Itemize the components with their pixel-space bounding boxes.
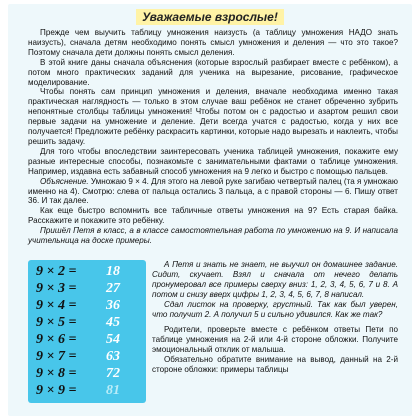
- paragraph: Для того чтобы впоследствии заинтересовать ученика таблицей умножения, покажите ему разные интересные способы, познакомьте с занимательными фактами о таблице умножения. Например, издавна есть забавный способ умножения на 9 легко и быстро с помощью пальцев.: [28, 146, 398, 176]
- explanation-paragraph: [28, 177, 398, 207]
- table-expression: 9 × 2 =: [36, 264, 77, 279]
- explanation-lead: Объяснение.: [40, 176, 89, 186]
- table-expression: 9 × 9 =: [36, 383, 77, 398]
- question-paragraph: Как еще быстро вспомнить все табличные ответы умножения на 9? Есть старая байка. Расскажите и покажите это ребёнку.: [28, 206, 398, 226]
- page: [8, 4, 412, 416]
- story-text: [152, 260, 398, 375]
- paragraph: Прежде чем выучить таблицу умножения наизусть (а таблицу умножения НАДО знать наизусть), сначала детям необходимо понять смысл умножения и деления — что это такое? Поэтому сначала дети должны понять смысл деления.: [28, 28, 398, 57]
- story-paragraph: А Петя и знать не знает, не выучил он домашнее задание. Сидит, скучает. Взял и сначала от нечего делать пронумеровал все примеры сверху вниз: 1, 2, 3, 4, 5, 6, 7 и 8. А потом и снизу вверх цифры 1, 2, 3, 4, 5, 6, 7, 8 написал.: [152, 260, 398, 299]
- table-result: 63: [106, 349, 120, 364]
- table-result: 72: [106, 366, 120, 381]
- table-expression: 9 × 8 =: [36, 366, 77, 381]
- table-result: 54: [106, 332, 120, 347]
- table-row: [34, 366, 140, 381]
- table-result: 45: [106, 315, 120, 330]
- table-expression: 9 × 7 =: [36, 349, 77, 364]
- table-expression: 9 × 3 =: [36, 281, 77, 296]
- table-row: [34, 264, 140, 279]
- table-expression: 9 × 5 =: [36, 315, 77, 330]
- final-note: Обязательно обратите внимание на вывод, данный на 2-й стороне обложки: примеры таблицы: [152, 355, 398, 375]
- story-intro: Пришёл Петя в класс, а в классе самостоятельная работа по умножению на 9. И написала учительница на доске примеры.: [28, 226, 398, 246]
- intro-text: [28, 28, 398, 246]
- title-text: Уважаемые взрослые!: [136, 9, 284, 25]
- table-row: [34, 298, 140, 313]
- table-row: [34, 315, 140, 330]
- parents-note: Родители, проверьте вместе с ребёнком ответы Пети по таблице умножения на 2-й или 4-й стороне обложки. Получите эмоциональный отклик от малыша.: [152, 325, 398, 355]
- story-paragraph: Сдал листок на проверку, грустный. Так как был уверен, что получит 2. А получил 5 и сильно удивился. Как же так?: [152, 299, 398, 319]
- explanation-text: Умножаю 9 × 4. Для этого на левой руке загибаю четвертый палец (та я умножаю именно на 4). Смотрю: слева от пальца остались 3 пальца, а с правой стороны — 6. Пишу ответ 36. И так далее.: [28, 176, 398, 206]
- table-expression: 9 × 4 =: [36, 298, 77, 313]
- table-result: 27: [106, 281, 120, 296]
- table-expression: 9 × 6 =: [36, 332, 77, 347]
- table-row: [34, 349, 140, 364]
- table-result: 36: [106, 298, 120, 313]
- table-row: [34, 332, 140, 347]
- table-result: 81: [106, 383, 120, 398]
- paragraph: В этой книге даны сначала объяснения (которые взрослый разбирает вместе с ребёнком), а потом много практических заданий для ученика на вырезание, рисование, графическое моделирование.: [28, 57, 398, 87]
- paragraph: Чтобы понять сам принцип умножения и деления, вначале необходима именно такая практическая наглядность — только в этом случае ваш ребёнок не станет обреченно зубрить непонятные столбцы таблицы умножения! Чтобы потом он с радостью и азартом решил свои первые задачи на умножение и деление. Дети всегда учатся с радостью, когда у них все получается! Предложите ребёнку раскрасить картинки, которые надо вырезать и наклеить, чтобы решить задачу.: [28, 87, 398, 146]
- multiplication-table-card: [28, 260, 146, 403]
- table-result: 18: [106, 264, 120, 279]
- table-row: [34, 383, 140, 398]
- page-title: [8, 10, 412, 24]
- table-row: [34, 281, 140, 296]
